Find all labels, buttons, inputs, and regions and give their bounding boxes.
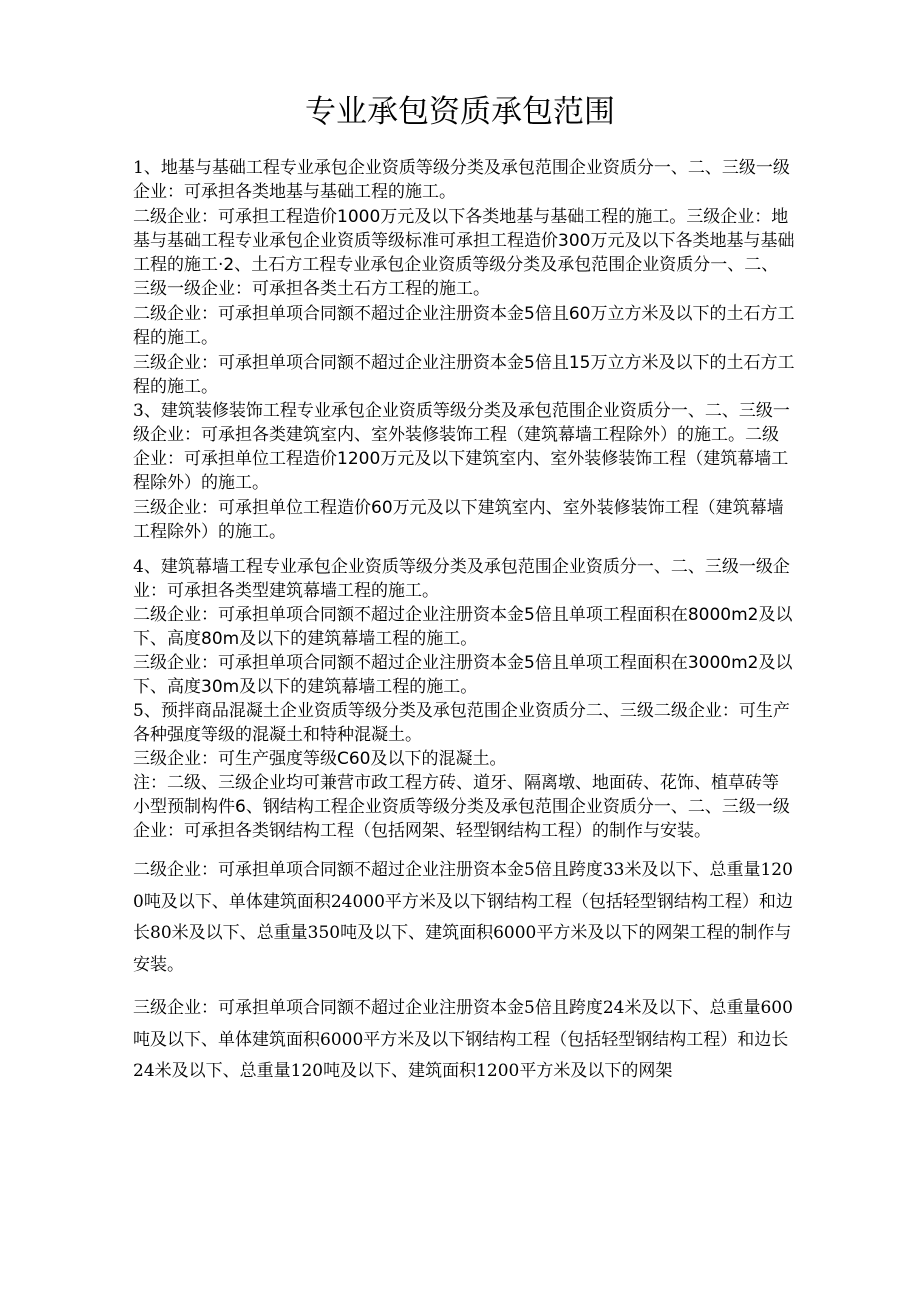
paragraph-text: 二级企业：可承担工程造价1000万元及以下各类地基与基础工程的施工。三级企业：地基与基础工程专业承包企业资质等级标准可承担工程造价300万元及以下各类地基与基础工程的施工·2、土石方工程专业承包企业资质等级分类及承包范围企业资质分一、二、三级一级企业：可承担各类土石方工程的施工。 xyxy=(133,207,795,299)
paragraph-13 xyxy=(133,855,795,981)
paragraph-6 xyxy=(133,496,795,544)
paragraph-7 xyxy=(133,555,795,603)
section-heading: 4、建筑幕墙工程专业承包企业资质等级分类及承包范围 xyxy=(133,557,552,577)
paragraph-3 xyxy=(133,302,795,350)
paragraph-text: 注：二级、三级企业均可兼营市政工程方砖、道牙、隔离墩、地面砖、花饰、植草砖等小型预制构件6、钢结构工程企业资质等级分类及承包范围企业资质分一、二、三级一级企业：可承担各类钢结构工程（包括网架、轻型钢结构工程）的制作与安装。 xyxy=(133,773,790,841)
paragraph-text: 三级企业：可承担单位工程造价60万元及以下建筑室内、室外装修装饰工程（建筑幕墙工程除外）的施工。 xyxy=(133,498,784,542)
document-title: 专业承包资质承包范围 xyxy=(305,94,615,130)
paragraph-14 xyxy=(133,993,795,1088)
paragraph-text: 三级企业：可生产强度等级C60及以下的混凝土。 xyxy=(133,749,507,769)
paragraph-text: 二级企业：可承担单项合同额不超过企业注册资本金5倍且单项工程面积在8000m2及以下、高度80m及以下的建筑幕墙工程的施工。 xyxy=(133,605,793,649)
paragraph-text: 三级企业：可承担单项合同额不超过企业注册资本金5倍且15万立方米及以下的土石方工程的施工。 xyxy=(133,353,795,397)
paragraph-4 xyxy=(133,351,795,399)
paragraph-text: 二级企业：可承担单项合同额不超过企业注册资本金5倍且60万立方米及以下的土石方工程的施工。 xyxy=(133,304,795,348)
section-heading: 3、建筑装修装饰工程专业承包企业资质等级分类及承包范围 xyxy=(133,401,586,421)
paragraph-10 xyxy=(133,699,795,747)
paragraph-11 xyxy=(133,747,795,771)
paragraph-5 xyxy=(133,399,795,495)
paragraph-text: 企业资质分一、二、三级一级企业：可承担各类建筑室内、室外装修装饰工程（建筑幕墙工程除外）的施工。二级企业：可承担单位工程造价1200万元及以下建筑室内、室外装修装饰工程（建筑幕墙工程除外）的施工。 xyxy=(133,401,790,493)
paragraph-text: 三级企业：可承担单项合同额不超过企业注册资本金5倍且跨度24米及以下、总重量600吨及以下、单体建筑面积6000平方米及以下钢结构工程（包括轻型钢结构工程）和边长24米及以下、总重量120吨及以下、建筑面积1200平方米及以下的网架 xyxy=(133,998,793,1081)
paragraph-text: 三级企业：可承担单项合同额不超过企业注册资本金5倍且单项工程面积在3000m2及以下、高度30m及以下的建筑幕墙工程的施工。 xyxy=(133,653,793,697)
paragraph-1 xyxy=(133,156,795,204)
paragraph-8 xyxy=(133,603,795,651)
paragraph-2 xyxy=(133,205,795,301)
paragraph-text: 企业资质分一、二、三级一级企业：可承担各类型建筑幕墙工程的施工。 xyxy=(133,557,790,601)
section-heading: 1、地基与基础工程专业承包企业资质等级分类及承包范围 xyxy=(133,158,569,178)
paragraph-12 xyxy=(133,771,795,843)
paragraph-9 xyxy=(133,651,795,699)
document-body xyxy=(133,156,795,1088)
paragraph-text: 企业资质分二、三级二级企业：可生产各种强度等级的混凝土和特种混凝土。 xyxy=(133,701,790,745)
paragraph-text: 二级企业：可承担单项合同额不超过企业注册资本金5倍且跨度33米及以下、总重量1200吨及以下、单体建筑面积24000平方米及以下钢结构工程（包括轻型钢结构工程）和边长80米及以下、总重量350吨及以下、建筑面积6000平方米及以下的网架工程的制作与安装。 xyxy=(133,860,793,975)
paragraph-text: 企业资质分一、二、三级一级企业：可承担各类地基与基础工程的施工。 xyxy=(133,158,790,202)
section-heading: 5、预拌商品混凝土企业资质等级分类及承包范围 xyxy=(133,701,501,721)
